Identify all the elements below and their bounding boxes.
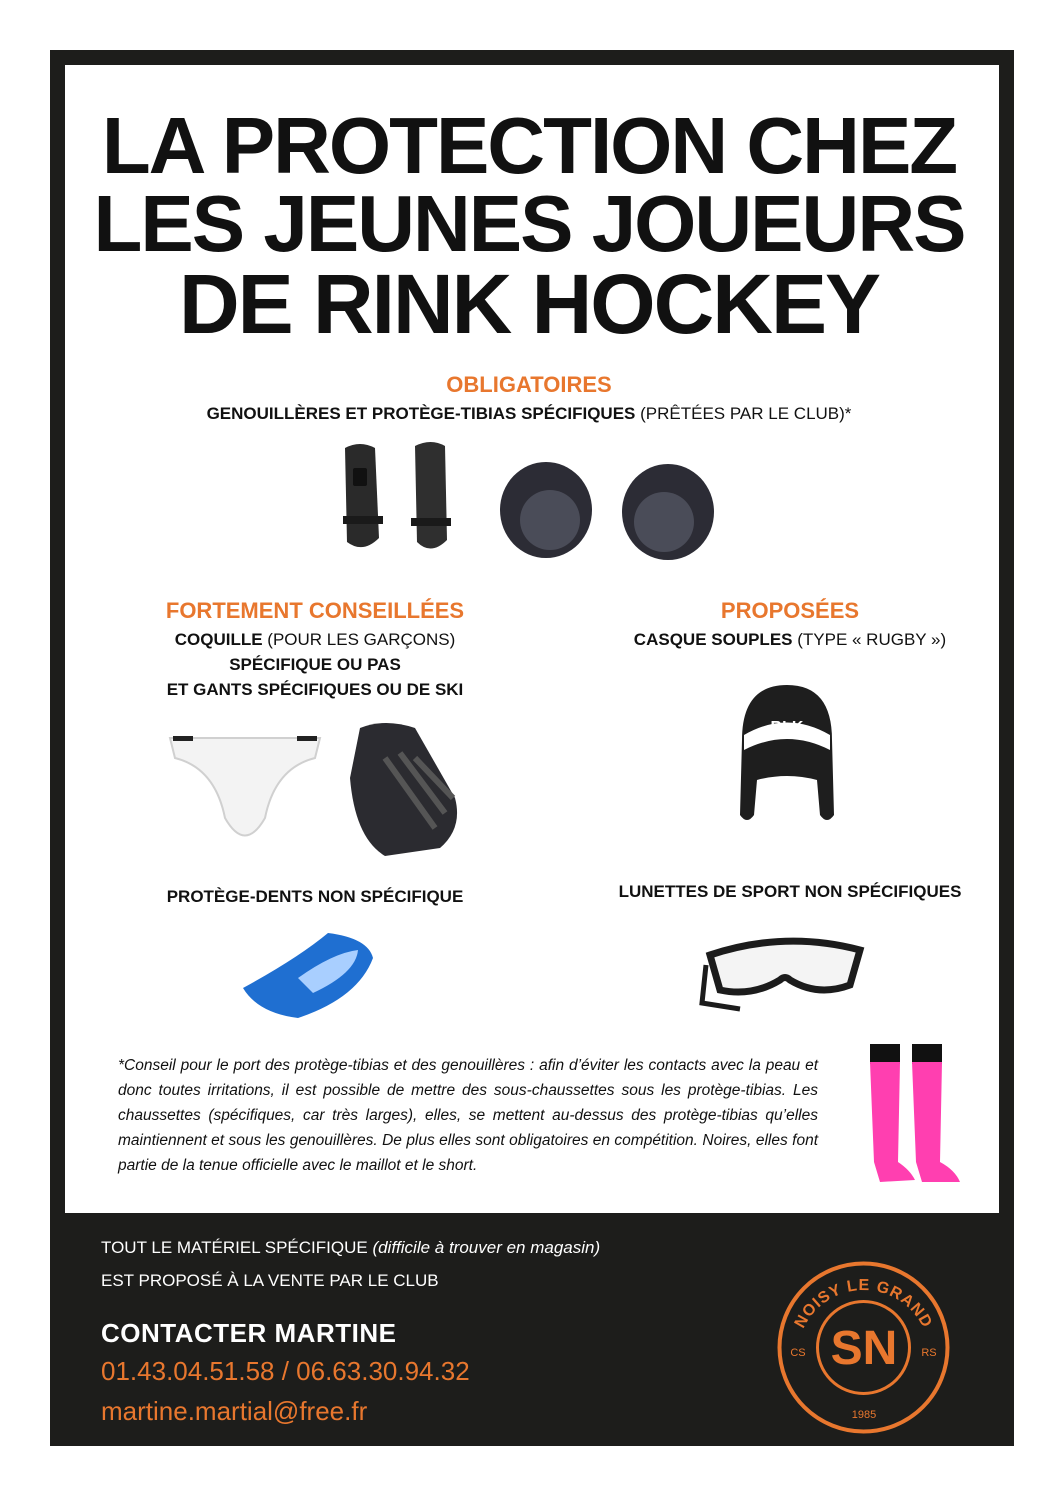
recommended-heading: FORTEMENT CONSEILLÉES bbox=[165, 598, 465, 623]
proposed-line-1-note: (TYPE « RUGBY ») bbox=[792, 630, 947, 649]
helmet-image bbox=[732, 680, 842, 830]
footer-line-1-italic: (difficile à trouver en magasin) bbox=[372, 1238, 601, 1257]
logo-top-text: NOISY LE GRAND bbox=[791, 1277, 936, 1332]
glasses-image bbox=[700, 925, 870, 1015]
title-line-1: LA PROTECTION CHEZ bbox=[101, 101, 957, 190]
logo-year: 1985 bbox=[851, 1409, 877, 1421]
logo-left-text: CS bbox=[790, 1347, 806, 1359]
socks-image bbox=[860, 1042, 970, 1187]
logo-right-text: RS bbox=[921, 1347, 937, 1359]
knee-pads-image bbox=[498, 458, 723, 568]
cup-protector-image bbox=[165, 728, 325, 853]
mouthguard-image bbox=[238, 928, 378, 1023]
glasses-label: LUNETTES DE SPORT NON SPÉCIFIQUES bbox=[618, 882, 962, 901]
shin-guards-image bbox=[335, 438, 475, 558]
mouthguard-label: PROTÈGE-DENTS NON SPÉCIFIQUE bbox=[166, 887, 464, 906]
footer-line-1-text: TOUT LE MATÉRIEL SPÉCIFIQUE bbox=[101, 1238, 373, 1257]
footer-line-2: EST PROPOSÉ À LA VENTE PAR LE CLUB bbox=[101, 1271, 439, 1290]
mandatory-items-note: (PRÊTÉES PAR LE CLUB)* bbox=[635, 404, 852, 423]
recommended-line-3: ET GANTS SPÉCIFIQUES OU DE SKI bbox=[166, 680, 464, 699]
recommended-line-1-note: (POUR LES GARÇONS) bbox=[262, 630, 456, 649]
logo-initials: SN bbox=[830, 1322, 898, 1375]
glove-image bbox=[345, 718, 470, 858]
contact-email[interactable]: martine.martial@free.fr bbox=[101, 1396, 368, 1426]
club-logo bbox=[776, 1260, 951, 1435]
footer-line-1 bbox=[101, 1238, 600, 1258]
mandatory-items-bold: GENOUILLÈRES ET PROTÈGE-TIBIAS SPÉCIFIQUES bbox=[206, 404, 636, 423]
proposed-line-1-bold: CASQUE SOUPLES bbox=[633, 630, 793, 649]
title-line-3: DE RINK HOCKEY bbox=[178, 257, 880, 351]
mandatory-heading: OBLIGATOIRES bbox=[446, 372, 612, 397]
contact-phone[interactable]: 01.43.04.51.58 / 06.63.30.94.32 bbox=[101, 1356, 470, 1386]
recommended-line-1-bold: COQUILLE bbox=[174, 630, 263, 649]
title-line-2: LES JEUNES JOUEURS bbox=[93, 179, 965, 268]
proposed-line-1 bbox=[560, 628, 1020, 651]
helmet-brand: BLK bbox=[770, 719, 804, 736]
shin-guard-note: *Conseil pour le port des protège-tibias et des genouillères : afin d’éviter les contacts avec la peau et donc toutes irritations, il est possible de mettre des sous-chaussettes sous les protège-tibias. Les chaussettes (spécifiques, car très larges), elles, se mettent au-dessus des protège-tibias qu’elles maintiennent et sous les genouillères. De plus elles sont obligatoires en compétition. Noires, elles font partie de la tenue officielle avec le maillot et le short. bbox=[118, 1057, 818, 1174]
recommended-line-1 bbox=[90, 628, 540, 651]
mandatory-items bbox=[0, 402, 1058, 425]
proposed-heading: PROPOSÉES bbox=[720, 598, 860, 623]
contact-heading: CONTACTER MARTINE bbox=[101, 1318, 397, 1348]
recommended-line-2: SPÉCIFIQUE OU PAS bbox=[229, 655, 401, 674]
